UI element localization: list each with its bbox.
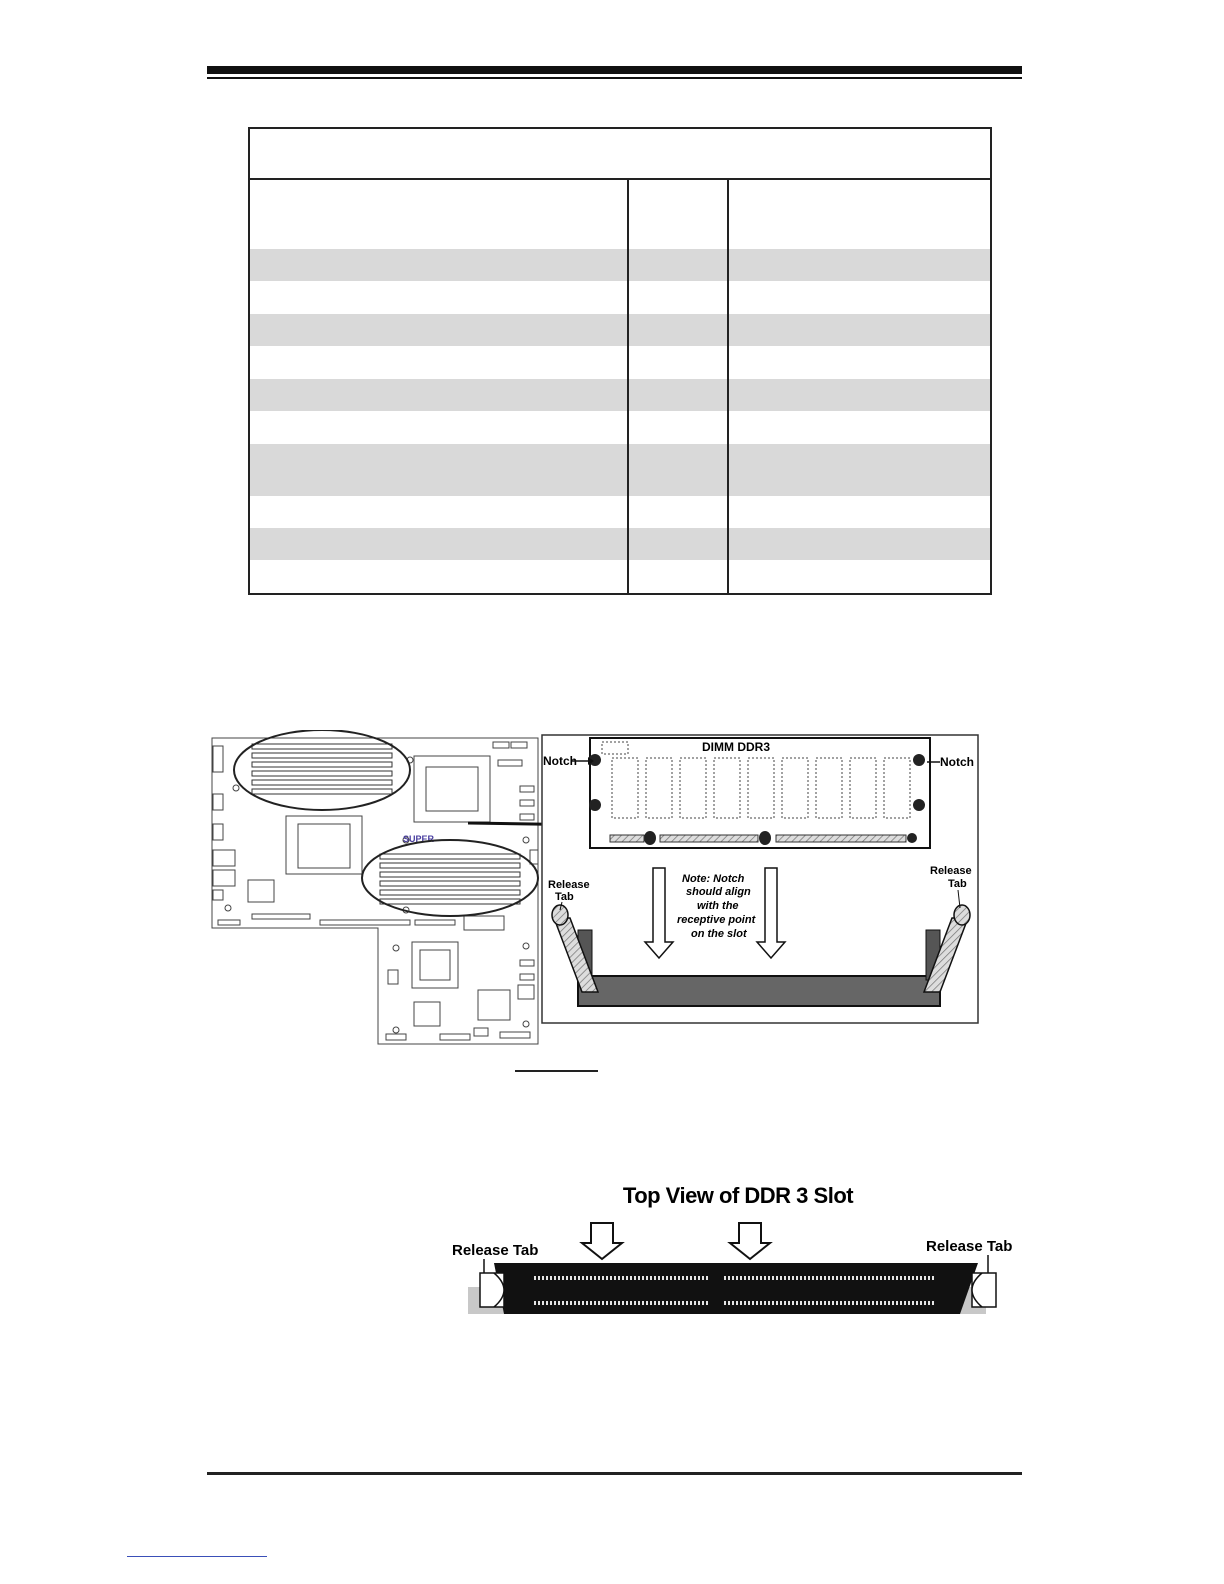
slot-body	[494, 1263, 978, 1314]
release-tab-right-label: Release Tab	[926, 1238, 1013, 1255]
ddr3-slot-top-view-figure	[448, 1175, 1028, 1325]
table-column-divider	[727, 180, 729, 593]
release-tab-left-label-2: Tab	[555, 891, 574, 903]
svg-text:receptive point: receptive point	[677, 914, 756, 926]
dimm-module	[589, 738, 930, 848]
table-row	[250, 379, 990, 411]
insert-arrow-right	[730, 1223, 770, 1259]
footer-rule	[207, 1472, 1022, 1475]
release-tab-right-label: Release	[930, 865, 972, 877]
slot-top-view-title: Top View of DDR 3 Slot	[622, 1183, 854, 1208]
table-row	[250, 281, 990, 314]
notch-left-label: Notch	[543, 754, 577, 768]
table-row	[250, 444, 990, 496]
figure-caption-underline	[515, 1070, 598, 1072]
release-tab-right-label-2: Tab	[948, 878, 967, 890]
table-header-row	[250, 180, 990, 249]
header-rule-thick	[207, 66, 1022, 74]
svg-text:on the slot: on the slot	[691, 928, 747, 940]
lower-dimm-highlight	[362, 840, 538, 916]
dimm-title: DIMM DDR3	[702, 740, 770, 754]
table-title-row	[250, 129, 990, 180]
table-row	[250, 411, 990, 444]
board-logo: SUPER	[403, 834, 435, 844]
insert-arrow-left	[582, 1223, 622, 1259]
svg-text:Note: Notch: Note: Notch	[682, 873, 745, 885]
upper-dimm-highlight	[234, 730, 410, 810]
memory-table	[248, 127, 992, 595]
table-column-divider	[627, 180, 629, 593]
svg-text:should align: should align	[686, 886, 751, 898]
table-row	[250, 528, 990, 560]
release-tab-left-label: Release	[548, 879, 590, 891]
header-rule-thin	[207, 77, 1022, 79]
table-row	[250, 249, 990, 281]
table-row	[250, 346, 990, 379]
table-row	[250, 314, 990, 346]
dimm-installation-figure	[210, 730, 980, 1048]
release-tab-left-label: Release Tab	[452, 1242, 539, 1259]
motherboard-diagram	[212, 738, 538, 1044]
notch-right-label: Notch	[940, 755, 974, 769]
table-row	[250, 496, 990, 528]
footer-link-underline	[127, 1556, 267, 1557]
svg-text:with the: with the	[697, 900, 739, 912]
table-row	[250, 560, 990, 595]
